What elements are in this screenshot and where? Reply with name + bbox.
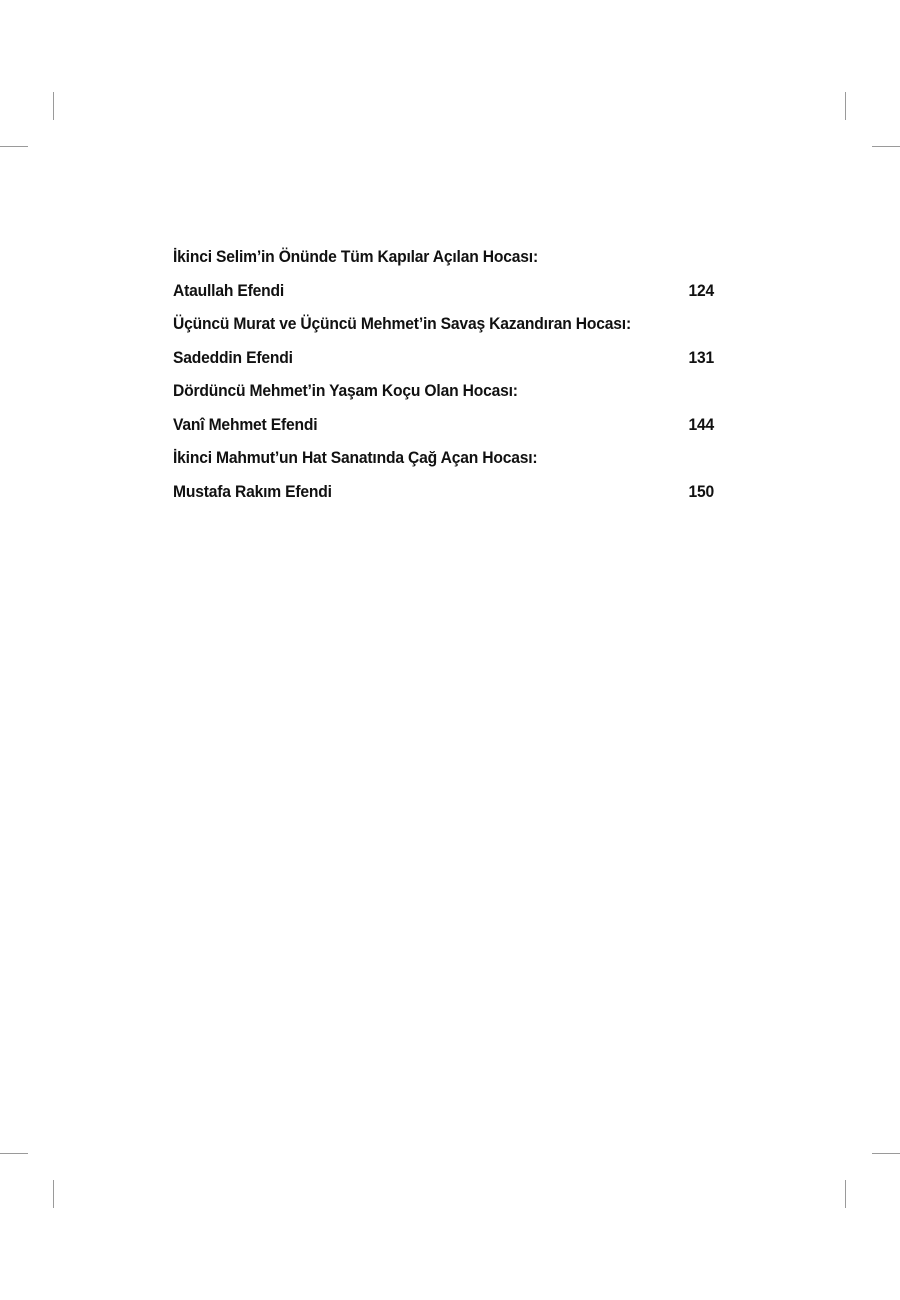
toc-heading-line bbox=[173, 444, 714, 478]
toc-heading: Üçüncü Murat ve Üçüncü Mehmet’in Savaş Kazandıran Hocası: bbox=[173, 314, 631, 333]
toc-entry-line[interactable] bbox=[173, 411, 714, 445]
crop-mark-top-left-vertical bbox=[53, 92, 54, 120]
toc-entry-name: Ataullah Efendi bbox=[173, 280, 285, 300]
toc-heading: İkinci Mahmut’un Hat Sanatında Çağ Açan Hocası: bbox=[173, 448, 538, 467]
toc-entry-name: Sadeddin Efendi bbox=[173, 347, 293, 367]
toc-heading: İkinci Selim’in Önünde Tüm Kapılar Açılan Hocası: bbox=[173, 247, 538, 266]
toc-entry-line[interactable] bbox=[173, 277, 714, 311]
toc-page-number: 124 bbox=[688, 280, 715, 300]
crop-mark-top-right-horizontal bbox=[872, 146, 900, 147]
toc-entry-line[interactable] bbox=[173, 344, 714, 378]
table-of-contents bbox=[173, 243, 714, 511]
toc-heading-line bbox=[173, 243, 714, 277]
toc-page-number: 131 bbox=[688, 347, 715, 367]
toc-entry-name: Mustafa Rakım Efendi bbox=[173, 481, 332, 501]
crop-mark-bottom-left-horizontal bbox=[0, 1153, 28, 1154]
crop-mark-top-left-horizontal bbox=[0, 146, 28, 147]
toc-heading: Dördüncü Mehmet’in Yaşam Koçu Olan Hocası: bbox=[173, 381, 518, 400]
toc-entry-name: Vanî Mehmet Efendi bbox=[173, 414, 318, 434]
crop-mark-top-right-vertical bbox=[845, 92, 846, 120]
crop-mark-bottom-left-vertical bbox=[53, 1180, 54, 1208]
toc-page-number: 144 bbox=[688, 414, 715, 434]
toc-heading-line bbox=[173, 310, 714, 344]
toc-entry-line[interactable] bbox=[173, 478, 714, 512]
toc-page-number: 150 bbox=[688, 481, 715, 501]
crop-mark-bottom-right-vertical bbox=[845, 1180, 846, 1208]
toc-heading-line bbox=[173, 377, 714, 411]
crop-mark-bottom-right-horizontal bbox=[872, 1153, 900, 1154]
